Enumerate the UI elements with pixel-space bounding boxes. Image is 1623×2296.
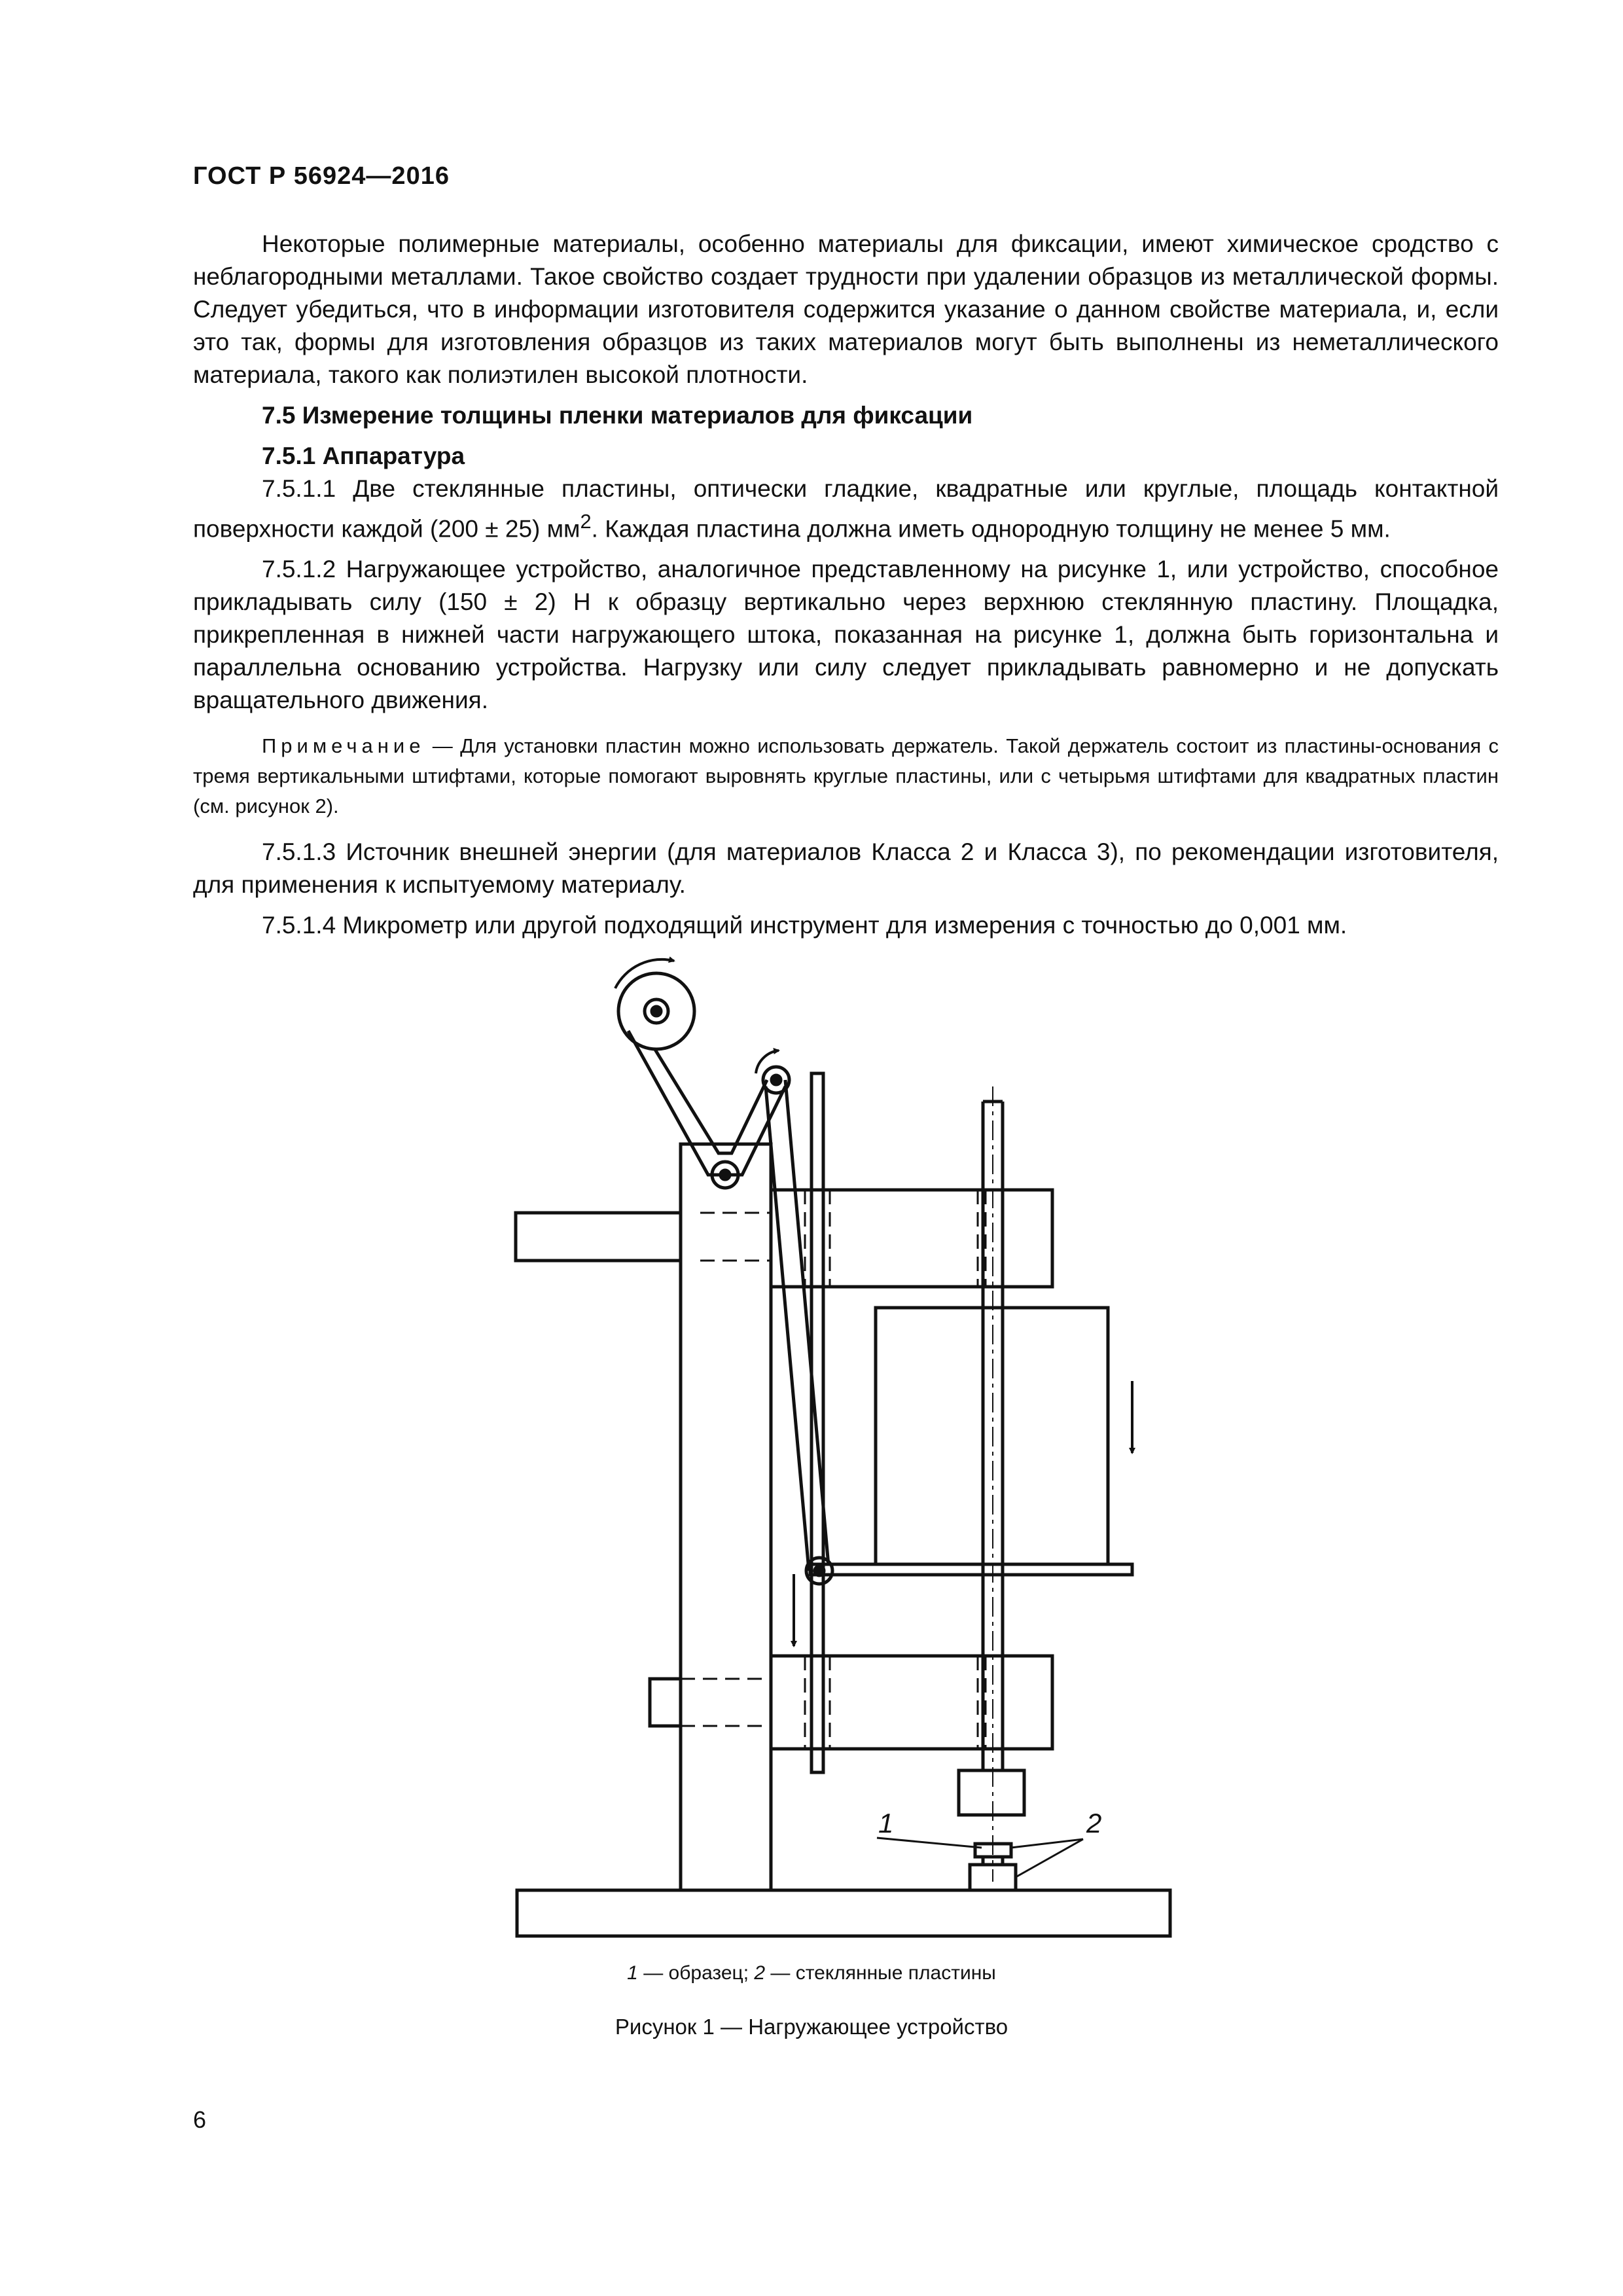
linkage-arm-outer: [628, 1031, 785, 1175]
intro-paragraph: Некоторые полимерные материалы, особенно материалы для фиксации, имеют химическое сродство с неблагородными металлами. Такое свойство создает трудности при удалении образцов из металлической формы. Следует убедиться, что в информации изготовителя содержится указание о данном свойстве материала, и, если это так, формы для изготовления образцов из таких материалов могут быть выполнены из неметаллического материала, такого как полиэтилен высокой плотности.: [193, 230, 1499, 388]
document-code: ГОСТ Р 56924—2016: [193, 162, 450, 190]
paragraph-7-5-1-1-part-b: . Каждая пластина должна иметь однородную толщину не менее 5 мм.: [591, 515, 1391, 543]
superscript-2: 2: [580, 510, 592, 533]
upper-left-arm: [516, 1213, 681, 1261]
linkage-arm-inner: [654, 1049, 767, 1153]
page-number: 6: [193, 2106, 207, 2133]
legend-num-1: 1: [627, 1962, 638, 1984]
figure-caption: Рисунок 1 — Нагружающее устройство: [615, 2015, 1008, 2039]
section-heading-7-5: 7.5 Измерение толщины пленки материалов для фиксации: [262, 402, 973, 429]
subsection-heading-7-5-1: 7.5.1 Аппаратура: [262, 442, 465, 469]
body-text: [193, 228, 1499, 942]
figure-label-1: 1: [878, 1808, 894, 1839]
loading-device-figure: [497, 942, 1191, 1950]
loading-plate: [810, 1564, 1132, 1575]
lower-left-arm: [650, 1679, 681, 1726]
vertical-column: [681, 1144, 771, 1890]
load-weight: [876, 1308, 1108, 1564]
figure-label-2: 2: [1086, 1808, 1102, 1839]
legend-text-1: — образец;: [637, 1962, 755, 1984]
base-plate: [517, 1890, 1170, 1936]
note-label: Примечание: [262, 734, 425, 758]
legend-num-2: 2: [754, 1962, 766, 1984]
paragraph-7-5-1-1-part-a: 7.5.1.1 Две стеклянные пластины, оптически гладкие, квадратные или круглые, площадь контактной поверхности каждой (200 ± 25) мм: [193, 475, 1499, 543]
note-text: — Для установки пластин можно использовать держатель. Такой держатель состоит из пластины-основания с тремя вертикальными штифтами, которые помогают выровнять круглые пластины, или с четырьмя штифтами для квадратных пластин (см. рисунок 2).: [193, 734, 1499, 818]
note-paragraph: [193, 731, 1499, 821]
figure-legend: [0, 1962, 1623, 1984]
legend-text-2: — стеклянные пластины: [765, 1962, 996, 1984]
paragraph-7-5-1-4: 7.5.1.4 Микрометр или другой подходящий инструмент для измерения с точностью до 0,001 мм.: [262, 912, 1347, 939]
foot-block: [959, 1770, 1024, 1815]
paragraph-7-5-1-2: 7.5.1.2 Нагружающее устройство, аналогичное представленному на рисунке 1, или устройство, способное прикладывать силу (150 ± 2) Н к образцу вертикально через верхнюю стеклянную пластину. Площадка, прикрепленная в нижней части нагружающего штока, показанная на рисунке 1, должна быть горизонтальна и параллельна основанию устройства. Нагрузку или силу следует прикладывать равномерно и не допускать вращательного движения.: [193, 556, 1499, 714]
paragraph-7-5-1-1: [193, 473, 1499, 545]
paragraph-7-5-1-3: 7.5.1.3 Источник внешней энергии (для материалов Класса 2 и Класса 3), по рекомендации изготовителя, для применения к испытуемому материалу.: [193, 838, 1499, 899]
